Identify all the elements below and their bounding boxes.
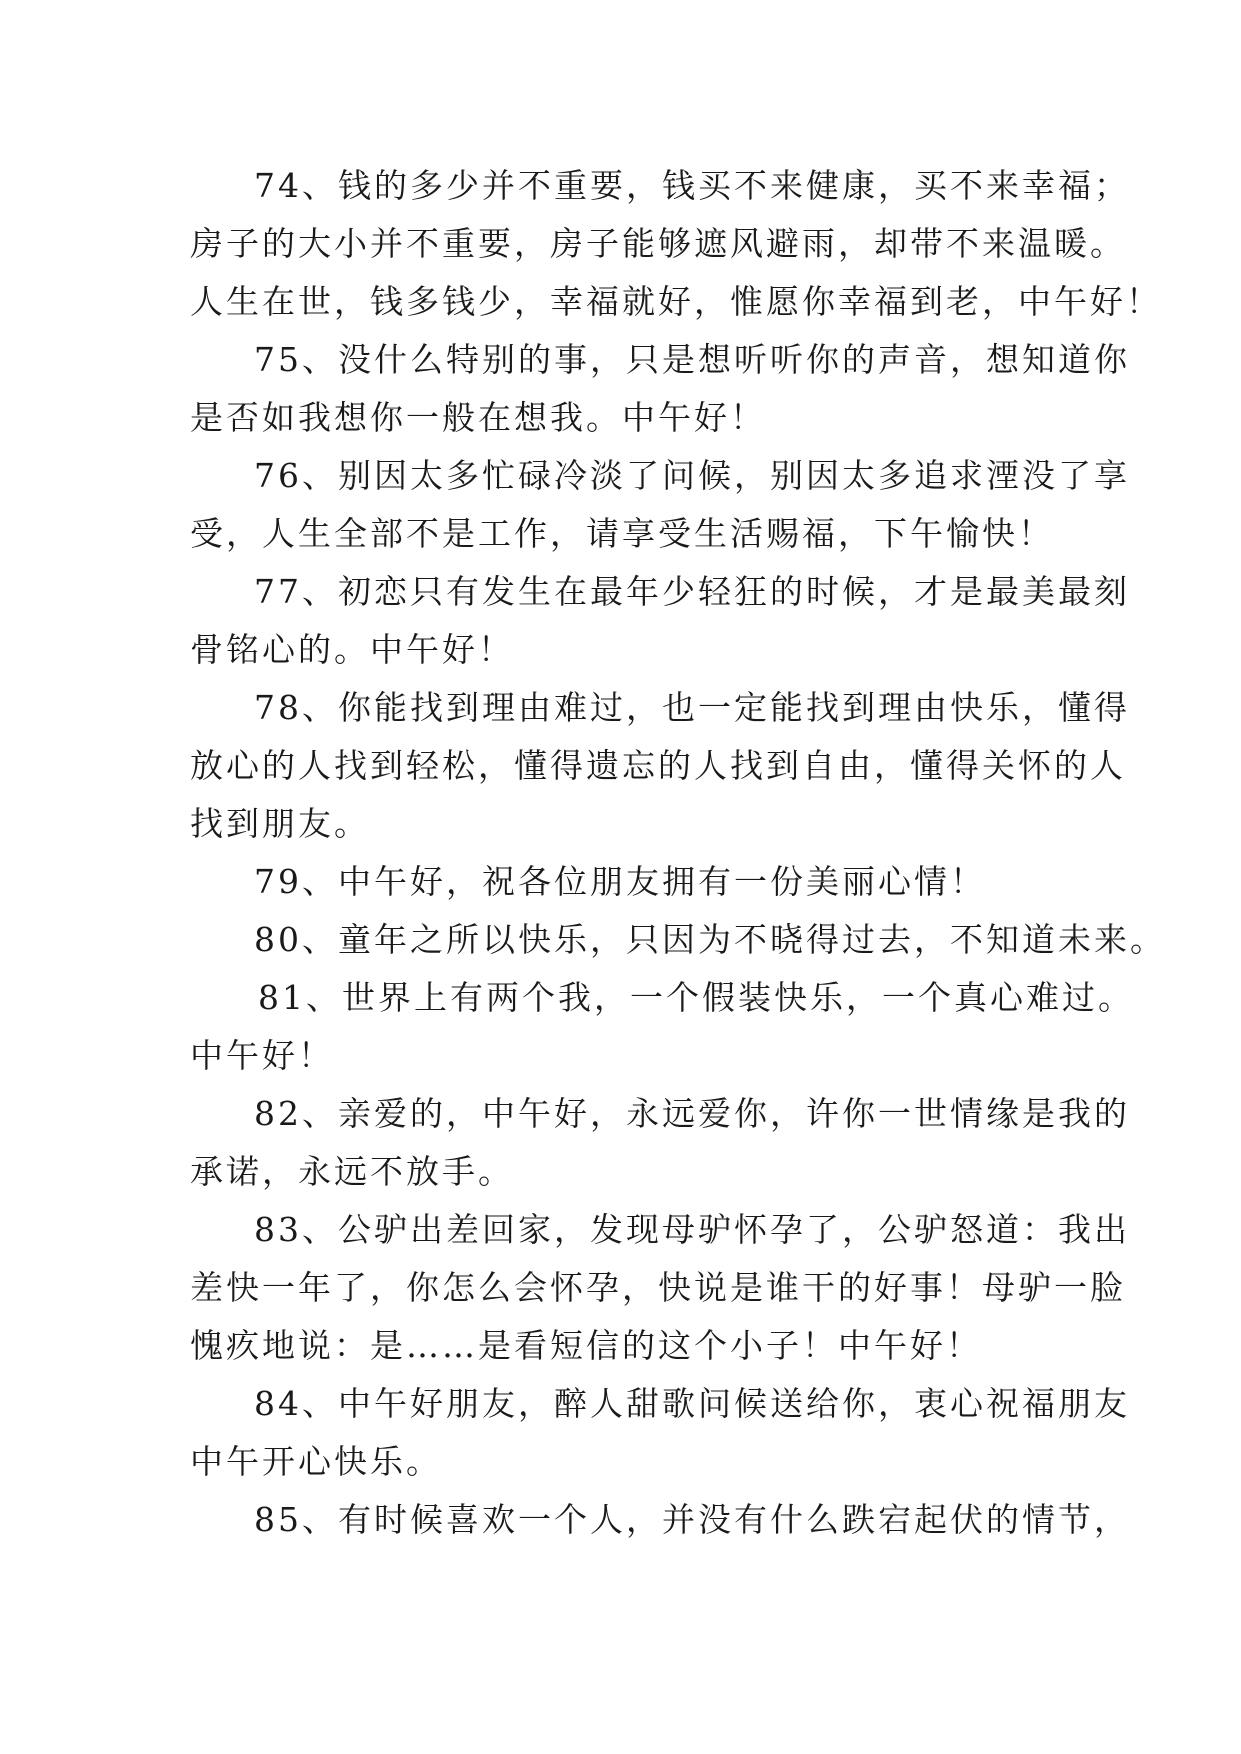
text-line: 放心的人找到轻松，懂得遗忘的人找到自由，懂得关怀的人 [190, 746, 1126, 785]
text-line: 74、钱的多少并不重要，钱买不来健康，买不来幸福； [254, 166, 1130, 205]
text-line: 房子的大小并不重要，房子能够遮风避雨，却带不来温暖。 [190, 224, 1126, 263]
text-line: 78、你能找到理由难过，也一定能找到理由快乐，懂得 [254, 688, 1130, 727]
text-line: 77、初恋只有发生在最年少轻狂的时候，才是最美最刻 [254, 572, 1130, 611]
text-line: 中午开心快乐。 [190, 1442, 442, 1481]
text-line: 75、没什么特别的事，只是想听听你的声音，想知道你 [254, 340, 1130, 379]
text-line: 受，人生全部不是工作，请享受生活赐福，下午愉快！ [190, 514, 1054, 553]
text-line: 承诺，永远不放手。 [190, 1152, 514, 1191]
text-line: 是否如我想你一般在想我。中午好！ [190, 398, 766, 437]
text-line: 79、中午好，祝各位朋友拥有一份美丽心情！ [254, 862, 986, 901]
text-line: 骨铭心的。中午好！ [190, 630, 514, 669]
text-line: 中午好！ [190, 1036, 334, 1075]
text-line: 81、世界上有两个我，一个假装快乐，一个真心难过。 [258, 978, 1134, 1017]
text-line: 76、别因太多忙碌冷淡了问候，别因太多追求湮没了享 [254, 456, 1130, 495]
text-line: 80、童年之所以快乐，只因为不晓得过去，不知道未来。 [254, 920, 1166, 959]
text-line: 84、中午好朋友，醉人甜歌问候送给你，衷心祝福朋友 [254, 1384, 1130, 1423]
text-line: 83、公驴出差回家，发现母驴怀孕了，公驴怒道：我出 [254, 1210, 1130, 1249]
text-line: 82、亲爱的，中午好，永远爱你，许你一世情缘是我的 [254, 1094, 1130, 1133]
text-line: 差快一年了，你怎么会怀孕，快说是谁干的好事！母驴一脸 [190, 1268, 1126, 1307]
text-line: 人生在世，钱多钱少，幸福就好，惟愿你幸福到老，中午好！ [190, 282, 1162, 321]
text-line: 找到朋友。 [190, 804, 370, 843]
text-line: 愧疚地说：是……是看短信的这个小子！中午好！ [190, 1326, 982, 1365]
text-line: 85、有时候喜欢一个人，并没有什么跌宕起伏的情节， [254, 1500, 1130, 1539]
